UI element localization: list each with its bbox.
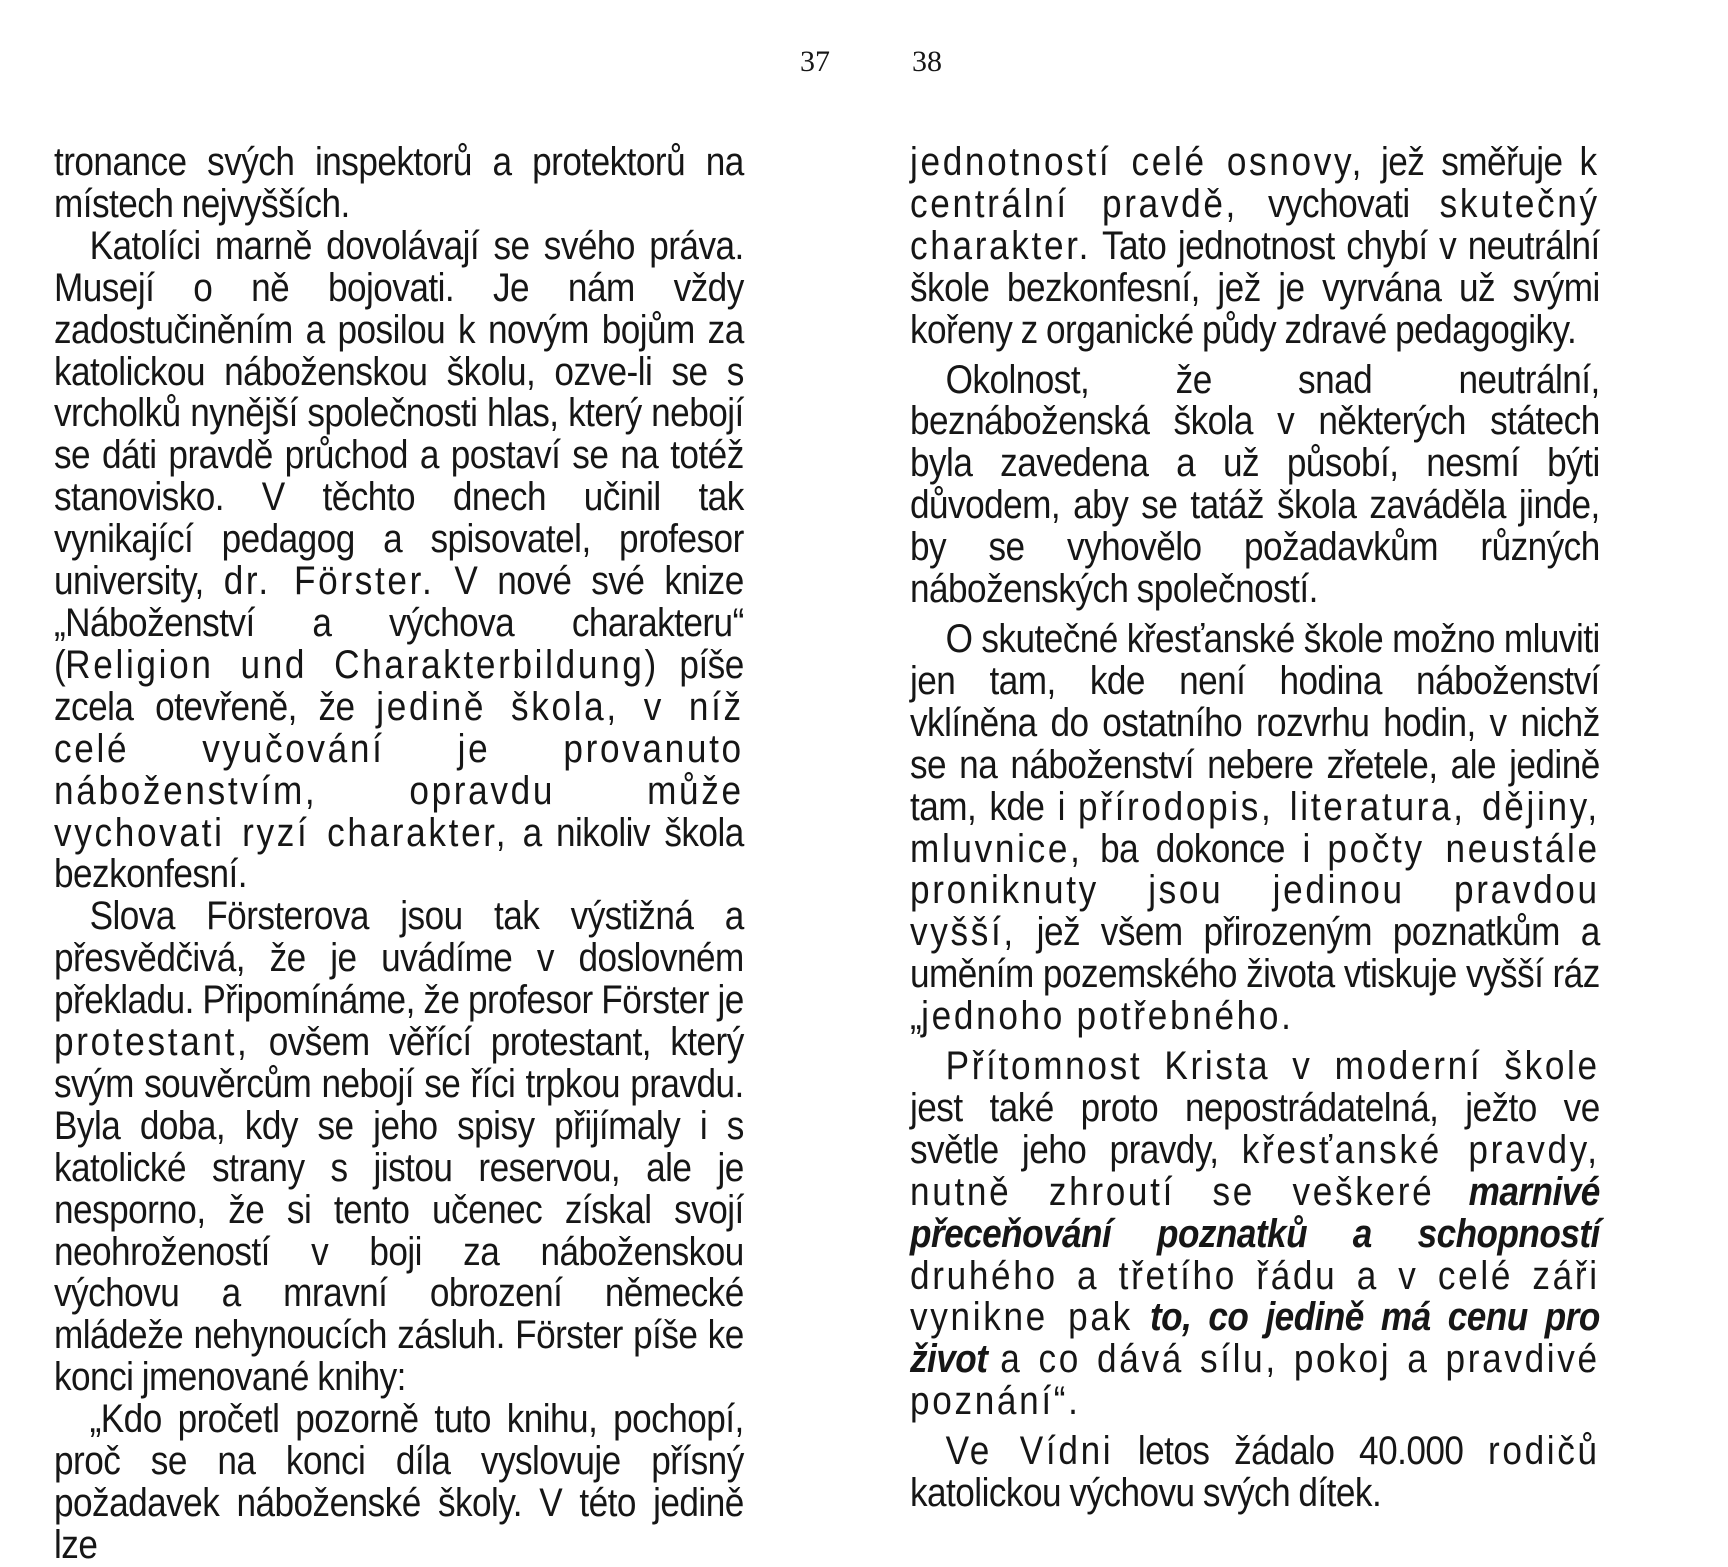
spaced-text: a co dává sílu, pokoj a pravdivé poznání“. <box>910 1337 1600 1424</box>
spaced-text: jedině škola, v níž celé vyučování je provanuto náboženstvím, opravdu může vychovati ryzí charakter, <box>54 684 744 855</box>
paragraph <box>54 142 744 226</box>
text: O skutečné křesťanské škole možno mluviti jen tam, kde není hodina náboženství vklíněna do ostatního rozvrhu hodin, v nichž se na náboženství nebere zřetele, ale jedině tam, kde i <box>910 616 1600 829</box>
spaced-text: počty neustále proniknuty jsou jedinou pravdou vyšší, <box>910 826 1600 955</box>
spaced-text: dr. Förster. <box>223 559 435 604</box>
spaced-text: rodičů <box>1487 1429 1600 1474</box>
spaced-text: Ve Vídni <box>945 1429 1114 1474</box>
spaced-text: k centrální pravdě, <box>910 140 1600 226</box>
paragraph <box>910 616 1600 1039</box>
text: katolickou výchovu svých dítek. <box>910 1471 1382 1516</box>
text: V nové své knize „Náboženství a výchova charakteru“ ( <box>54 559 744 687</box>
text: jež směřuje <box>1380 140 1563 184</box>
paragraph <box>910 142 1600 352</box>
text: Tato jednotnost chybí v neutrální škole bezkonfesní, jež je vyrvána už svými kořeny z organické půdy zdravé pedagogiky. <box>910 223 1600 352</box>
spaced-text: druhého a třetího řádu a v celé záři vynikne pak <box>910 1253 1600 1340</box>
spaced-text: přírodopis, literatura, dějiny, mluvnice, <box>910 784 1600 871</box>
text: ovšem věřící protestant, který svým souvěrcům nebojí se říci trpkou pravdu. Byla doba, kdy se jeho spisy přijímaly i s katolické strany s jistou reservou, ale je nesporno, že si tento učenec získal svojí neohrožeností v boji za náboženskou výchovu a mravní obrození německé mládeže nehynoucích zásluh. Förster píše ke konci jmenované knihy: <box>54 1020 744 1400</box>
spaced-text: Religion und Charakterbildung <box>65 642 645 687</box>
text: a nikoliv škola bezkonfesní. <box>54 810 744 897</box>
italic-text: marnivé přeceňování poznatků a schopností <box>910 1169 1600 1256</box>
text: jež všem přirozeným poznatkům a uměním pozemského života vtiskuje vyšší ráz „ <box>910 910 1600 1039</box>
text: vychovati <box>1267 181 1410 226</box>
text: Slova Försterova jsou tak výstižná a přesvědčivá, že je uvádíme v doslovném překladu. Připomínáme, že profesor Förster je <box>54 894 744 1023</box>
spaced-text: jednotností celé osnovy, <box>910 140 1365 184</box>
paragraph <box>910 1431 1600 1515</box>
text: „Kdo pročetl pozorně tuto knihu, pochopí, proč se na konci díla vyslovuje přísný požadavek náboženské školy. V této jedině lze <box>54 1397 744 1567</box>
right-column <box>910 142 1600 1515</box>
page-number-left: 37 <box>800 45 830 78</box>
spaced-text: protestant, <box>54 1020 250 1065</box>
paragraph <box>54 223 744 897</box>
text: jest také proto nepostrádatelná, ježto ve světle jeho pravdy, <box>910 1085 1600 1172</box>
italic-text: to, co jedině má cenu pro život <box>910 1295 1600 1382</box>
spaced-text: křesťanské pravdy, nutně zhroutí se veškeré <box>910 1127 1600 1214</box>
text: tronance svých inspektorů a protektorů na místech nejvyšších. <box>54 140 744 226</box>
text: Katolíci marně dovolávají se svého práva. Musejí o ně bojovati. Je nám vždy zadostučiněním a posilou k novým bojům za katolickou náboženskou školu, ozve-li se s vrcholků nynější společnosti hlas, který nebojí se dáti pravdě průchod a postaví se na totéž stanovisko. V těchto dnech učinil tak vynikající pedagog a spisovatel, profesor university, <box>54 223 744 604</box>
left-column <box>54 142 744 1567</box>
text: Okolnost, že snad neutrální, beznáboženská škola v některých státech byla zavedena a už působí, nesmí býti důvodem, aby se tatáž škola zaváděla jinde, by se vyhovělo požadavkům různých náboženských společností. <box>910 357 1600 612</box>
paragraph <box>54 1399 744 1567</box>
text: letos žádalo 40.000 <box>1137 1429 1464 1474</box>
paragraph <box>910 1046 1600 1423</box>
spaced-text: jednoho potřebného. <box>921 994 1294 1039</box>
paragraph <box>910 357 1600 612</box>
page-number-right: 38 <box>912 45 942 78</box>
spaced-text: Přítomnost Krista v moderní škole <box>945 1044 1600 1089</box>
paragraph <box>54 896 744 1399</box>
text: ba dokonce i <box>1100 826 1310 871</box>
spaced-text: skutečný charakter. <box>910 181 1600 268</box>
text: ) píše zcela otevřeně, že <box>54 642 744 729</box>
